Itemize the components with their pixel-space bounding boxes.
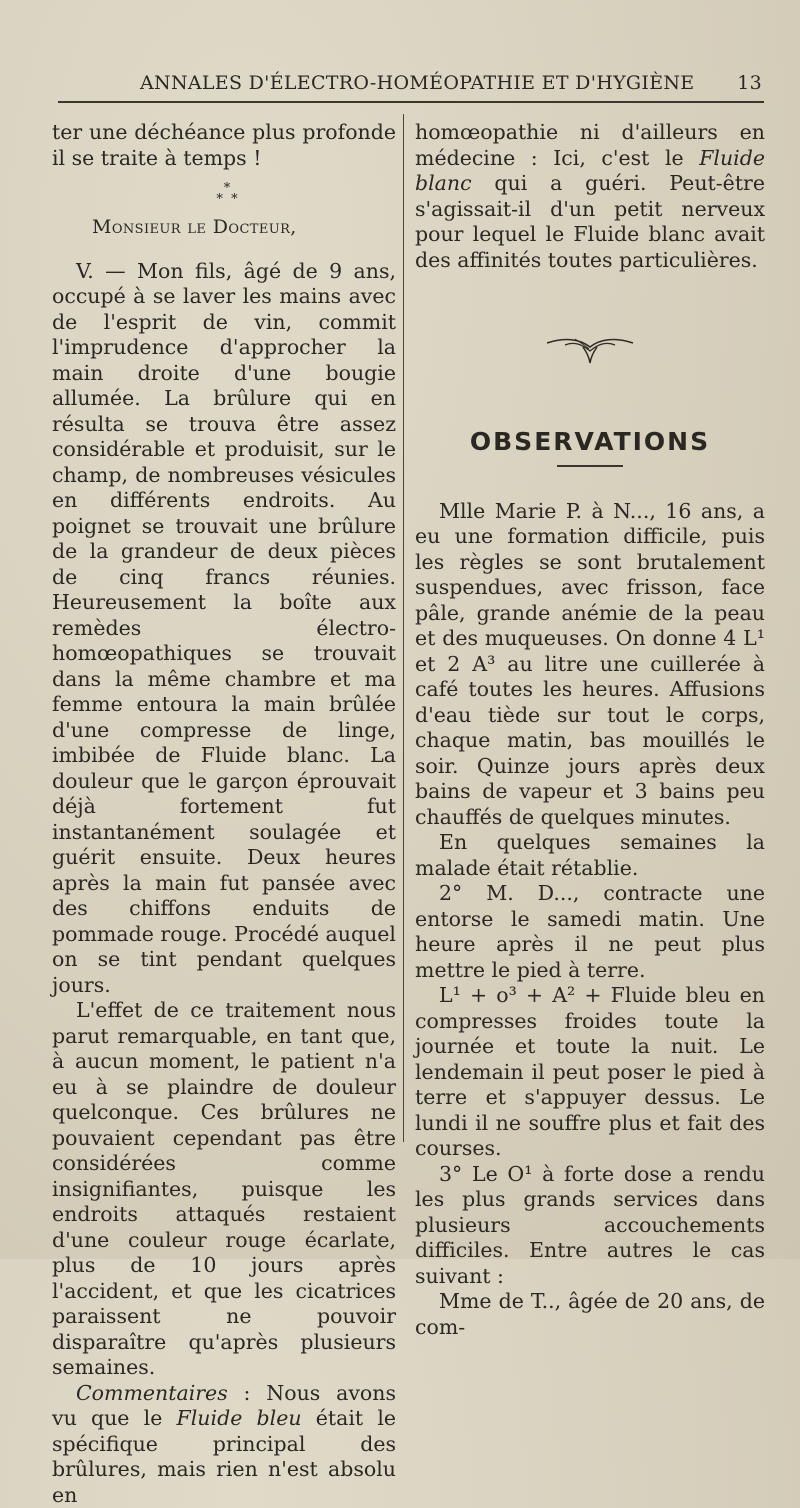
paragraph: ter une déchéance plus profonde il se traite à temps ! bbox=[52, 120, 396, 171]
italic-term: Fluide blanc bbox=[415, 146, 765, 196]
running-header bbox=[140, 72, 770, 94]
column-divider bbox=[403, 114, 404, 1142]
text-run: qui a guéri. Peut-être s'agissait-il d'un petit nerveux pour lequel le Fluide blanc avait des affinités toutes particulières. bbox=[415, 171, 765, 272]
journal-title: ANNALES D'ÉLECTRO-HOMÉOPATHIE ET D'HYGIÈNE bbox=[140, 72, 694, 94]
header-rule bbox=[58, 101, 764, 103]
paragraph bbox=[52, 1381, 396, 1508]
asterism bbox=[52, 183, 396, 205]
title-rule bbox=[557, 465, 623, 467]
paragraph: V. — Mon fils, âgé de 9 ans, occupé à se laver les mains avec de l'esprit de vin, commit l'imprudence d'approcher la main droite d'une bougie allumée. La brûlure qui en résulta se trouva être assez considérable et produisit, sur le champ, de nombreuses vésicules en différents endroits. Au poignet se trouvait une brûlure de la grandeur de deux pièces de cinq francs réunies. Heureusement la boîte aux remèdes électro-homœopathiques se trouvait dans la même chambre et ma femme entoura la main brûlée d'une compresse de linge, imbibée de Fluide blanc. La douleur que le garçon éprouvait déjà fortement fut instantanément soulagée et guérit ensuite. Deux heures après la main fut pansée avec des chiffons enduits de pommade rouge. Procédé auquel on se tint pendant quelques jours. bbox=[52, 259, 396, 999]
text-run: homœopathie ni d'ailleurs en médecine : Ici, c'est le bbox=[415, 120, 765, 170]
italic-term: Fluide bleu bbox=[177, 1406, 302, 1430]
section-title: OBSERVATIONS bbox=[415, 429, 765, 455]
paragraph: Mlle Marie P. à N..., 16 ans, a eu une formation difficile, puis les règles se sont brutalement suspendues, avec frisson, face pâle, grande anémie de la peau et des muqueuses. On donne 4 L¹ et 2 A³ au litre une cuillerée à café toutes les heures. Affusions d'eau tiède sur tout le corps, chaque matin, bas mouillés le soir. Quinze jours après deux bains de vapeur et 3 bains peu chauffés de quelques minutes. bbox=[415, 499, 765, 831]
page-number: 13 bbox=[737, 72, 762, 94]
paragraph: L¹ + o³ + A² + Fluide bleu en compresses froides toute la journée et toute la nuit. Le lendemain il peut poser le pied à terre et s'appuyer dessus. Le lundi il ne souffre plus et fait des courses. bbox=[415, 983, 765, 1162]
paragraph: 3° Le O¹ à forte dose a rendu les plus grands services dans plusieurs accouchements difficiles. Entre autres le cas suivant : bbox=[415, 1162, 765, 1290]
paragraph bbox=[415, 120, 765, 273]
right-column bbox=[415, 120, 765, 1340]
asterism-bottom: * * bbox=[58, 194, 396, 205]
paragraph: L'effet de ce traitement nous parut remarquable, en tant que, à aucun moment, le patient n'a eu à se plaindre de douleur quelconque. Ces brûlures ne pouvaient cependant pas être considérées comme insignifiantes, puisque les endroits attaqués restaient d'une couleur rouge écarlate, plus de 10 jours après l'accident, et que les cicatrices paraissent ne pouvoir disparaître qu'après plusieurs semaines. bbox=[52, 998, 396, 1381]
paragraph: Mme de T.., âgée de 20 ans, de com- bbox=[415, 1289, 765, 1340]
italic-term: Commentaires bbox=[76, 1381, 228, 1405]
asterism-top: * bbox=[58, 183, 396, 194]
left-column bbox=[52, 120, 396, 1508]
text-run: était le spécifique principal des brûlures, mais rien n'est absolu en bbox=[52, 1406, 396, 1507]
fleuron-icon bbox=[545, 333, 635, 367]
paragraph: En quelques semaines la malade était rétablie. bbox=[415, 830, 765, 881]
text-run: : Nous avons vu que le bbox=[52, 1381, 396, 1431]
paragraph: 2° M. D..., contracte une entorse le samedi matin. Une heure après il ne peut plus mettre le pied à terre. bbox=[415, 881, 765, 983]
salutation: Monsieur le Docteur, bbox=[52, 215, 396, 241]
fleuron-ornament-icon bbox=[415, 333, 765, 369]
